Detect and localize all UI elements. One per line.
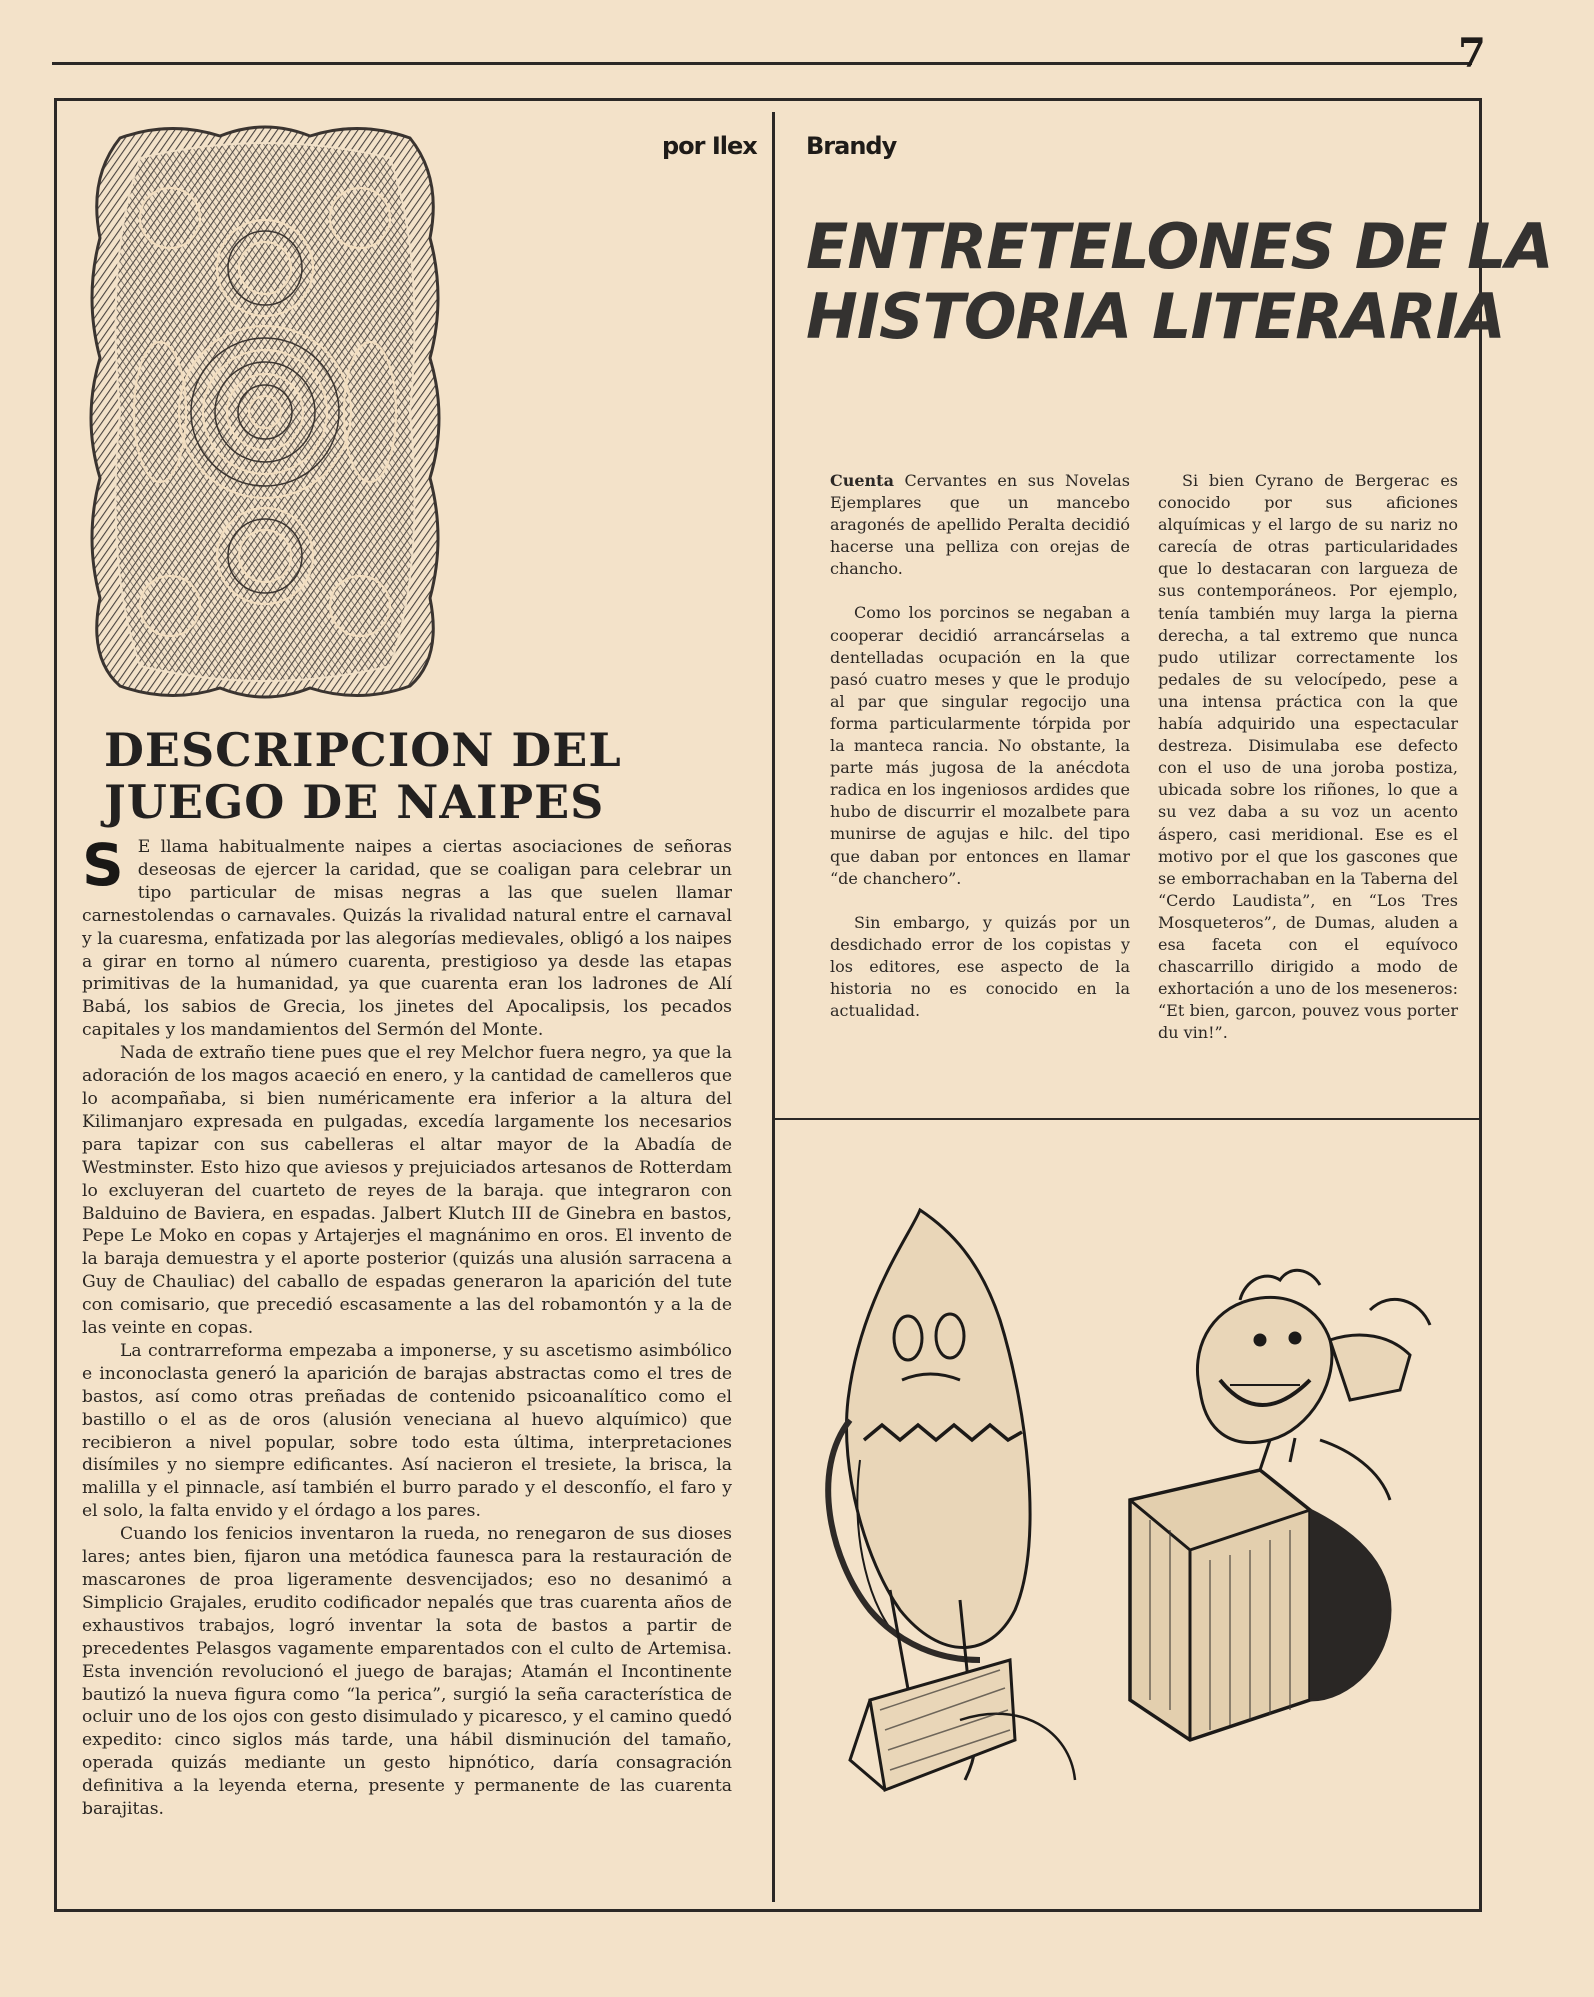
headline-line: HISTORIA LITERARIA (806, 280, 1505, 353)
article-paragraph: Sin embargo, y quizás por un desdichado error de los copistas y los editores, ese aspecto de la historia no es conocido en la actualidad. (830, 912, 1130, 1021)
article-paragraph: Cuando los fenicios inventaron la rueda, no renegaron de sus dioses lares; antes bien, fijaron una metódica faunesca para la restauración de mascarones de proa ligeramente desvencijados; eso no desanimó a Simplicio Grajales, erudito codificador nepalés que tras cuarenta años de exhaustivos trabajos, logró inventar la sota de bastos a partir de precedentes Pelasgos vagamente emparentados con el culto de Artemisa. Esta invención revolucionó el juego de barajas; Atamán el Incontinente bautizó la nueva figura como “la perica”, surgió la seña característica de ocluir uno de los ojos con gesto disimulado y picaresco, y el camino quedó expedito: cinco siglos más tarde, una hábil disminución del tamaño, operada quizás mediante un gesto hipnótico, daría consagración definitiva a la leyenda eterna, presente y permanente de las cuarenta barajitas. (82, 1524, 732, 1820)
headline-card-game (104, 724, 704, 828)
article-paragraph (830, 470, 1130, 580)
card-back-ornament-image (80, 118, 450, 706)
cartoon-divider (774, 1118, 1482, 1120)
article-paragraph: Como los porcinos se negaban a cooperar decidió arrancárselas a dentelladas ocupación en la que pasó cuatro meses y que le produjo al par que singular regocijo una forma particularmente tórpida por la manteca rancia. No obstante, la parte más jugosa de la anécdota radica en los ingeniosos ardides que hubo de discurrir el mozalbete para munirse de agujas e hilc. del tipo que daban por entonces en llamar “de chanchero”. (830, 603, 1130, 888)
page-number: 7 (1458, 30, 1486, 77)
paragraph-text: E llama habitualmente naipes a ciertas asociaciones de señoras deseosas de ejercer la caridad, que se coaligan para celebrar un tipo particular de misas negras a las que suelen llamar carnestolendas o carnavales. Quizás la rivalidad natural entre el carnaval y la cuaresma, enfatizada por las alegorías medievales, obligó a los naipes a girar en torno al número cuarenta, prestigioso ya desde las etapas primitivas de la humanidad, ya que cuarenta eran los ladrones de Alí Babá, los sabios de Grecia, los jinetes del Apocalipsis, los pecados capitales y los mandamientos del Sermón del Monte. (82, 837, 732, 1041)
top-rule (52, 62, 1472, 65)
headline-line: JUEGO DE NAIPES (104, 775, 605, 829)
headline-line: DESCRIPCION DEL (104, 723, 622, 777)
article-card-game-body (82, 831, 732, 1821)
article-paragraph: La contrarreforma empezaba a imponerse, y su ascetismo asimbólico e inconoclasta generó la aparición de barajas abstractas como el tres de bastos, así como otras preñadas de contenido psicoanalítico como el bastillo o el as de oros (alusión veneciana al huevo alquímico) que recibieron a nivel popular, sobre todo esta última, interpretaciones disímiles y no siempre edificantes. Así nacieron el tresiete, la brisca, la malilla y el pinnacle, así también el burro parado y el desconfío, el faro y el solo, la falta envido y el órdago a los pares. (82, 1340, 732, 1522)
byline-author-surname: Brandy (806, 132, 897, 160)
article-paragraph: Si bien Cyrano de Bergerac es conocido por sus aficiones alquímicas y el largo de su nariz no carecía de otras particularidades que lo destacaran con largueza de sus contemporáneos. Por ejemplo, tenía también muy larga la pierna derecha, a tal extremo que nunca pudo utilizar correctamente los pedales de su velocípedo, pese a una intensa práctica con la que había adquirido una espectacular destreza. Disimulaba ese defecto con el uso de una joroba postiza, ubicada sobre los riñones, lo que a su vez daba a su voz un acento áspero, casi meridional. Ese es el motivo por el que los gascones que se emborrachaban en la Taberna del “Cerdo Laudista”, en “Los Tres Mosqueteros”, de Dumas, aluden a esa faceta con el equívoco chascarrillo dirigido a modo de exhortación a uno de los meseneros: “Et bien, garcon, pouvez vous porter du vin!”. (1158, 471, 1458, 1043)
drop-cap: S (82, 831, 124, 899)
lead-word: Cuenta (830, 471, 894, 490)
article-column-left (830, 470, 1130, 1044)
column-divider (772, 112, 775, 1902)
article-paragraph (82, 831, 732, 1042)
cartoon-illustration (790, 1140, 1480, 1910)
headline-literary-history (806, 210, 1553, 353)
article-column-right (1158, 470, 1458, 1066)
paragraph-text: Cervantes en sus Novelas Ejemplares que un mancebo aragonés de apellido Peralta decidió hacerse una pelliza con orejas de chancho. (830, 471, 1130, 579)
article-paragraph: Nada de extraño tiene pues que el rey Melchor fuera negro, ya que la adoración de los magos acaeció en enero, y la cantidad de camelleros que lo acompañaba, si bien numéricamente era inferior a la altura del Kilimanjaro expresada en pulgadas, excedía largamente los necesarios para tapizar con sus cabelleras el altar mayor de la Abadía de Westminster. Esto hizo que aviesos y prejuiciados artesanos de Rotterdam lo excluyeran del cuarteto de reyes de la baraja. que integraron con Balduino de Baviera, en espadas. Jalbert Klutch III de Ginebra en bastos, Pepe Le Moko en copas y Artajerjes el magnánimo en oros. El invento de la baraja demuestra y el aporte posterior (quizás una alusión sarracena a Guy de Chauliac) del caballo de espadas generaron la aparición del tute con comisario, que precedió escasamente a las del robamontón y a la de las veinte en copas. (82, 1043, 732, 1339)
byline-author: por Ilex (662, 132, 757, 160)
headline-line: ENTRETELONES DE LA (806, 210, 1553, 283)
